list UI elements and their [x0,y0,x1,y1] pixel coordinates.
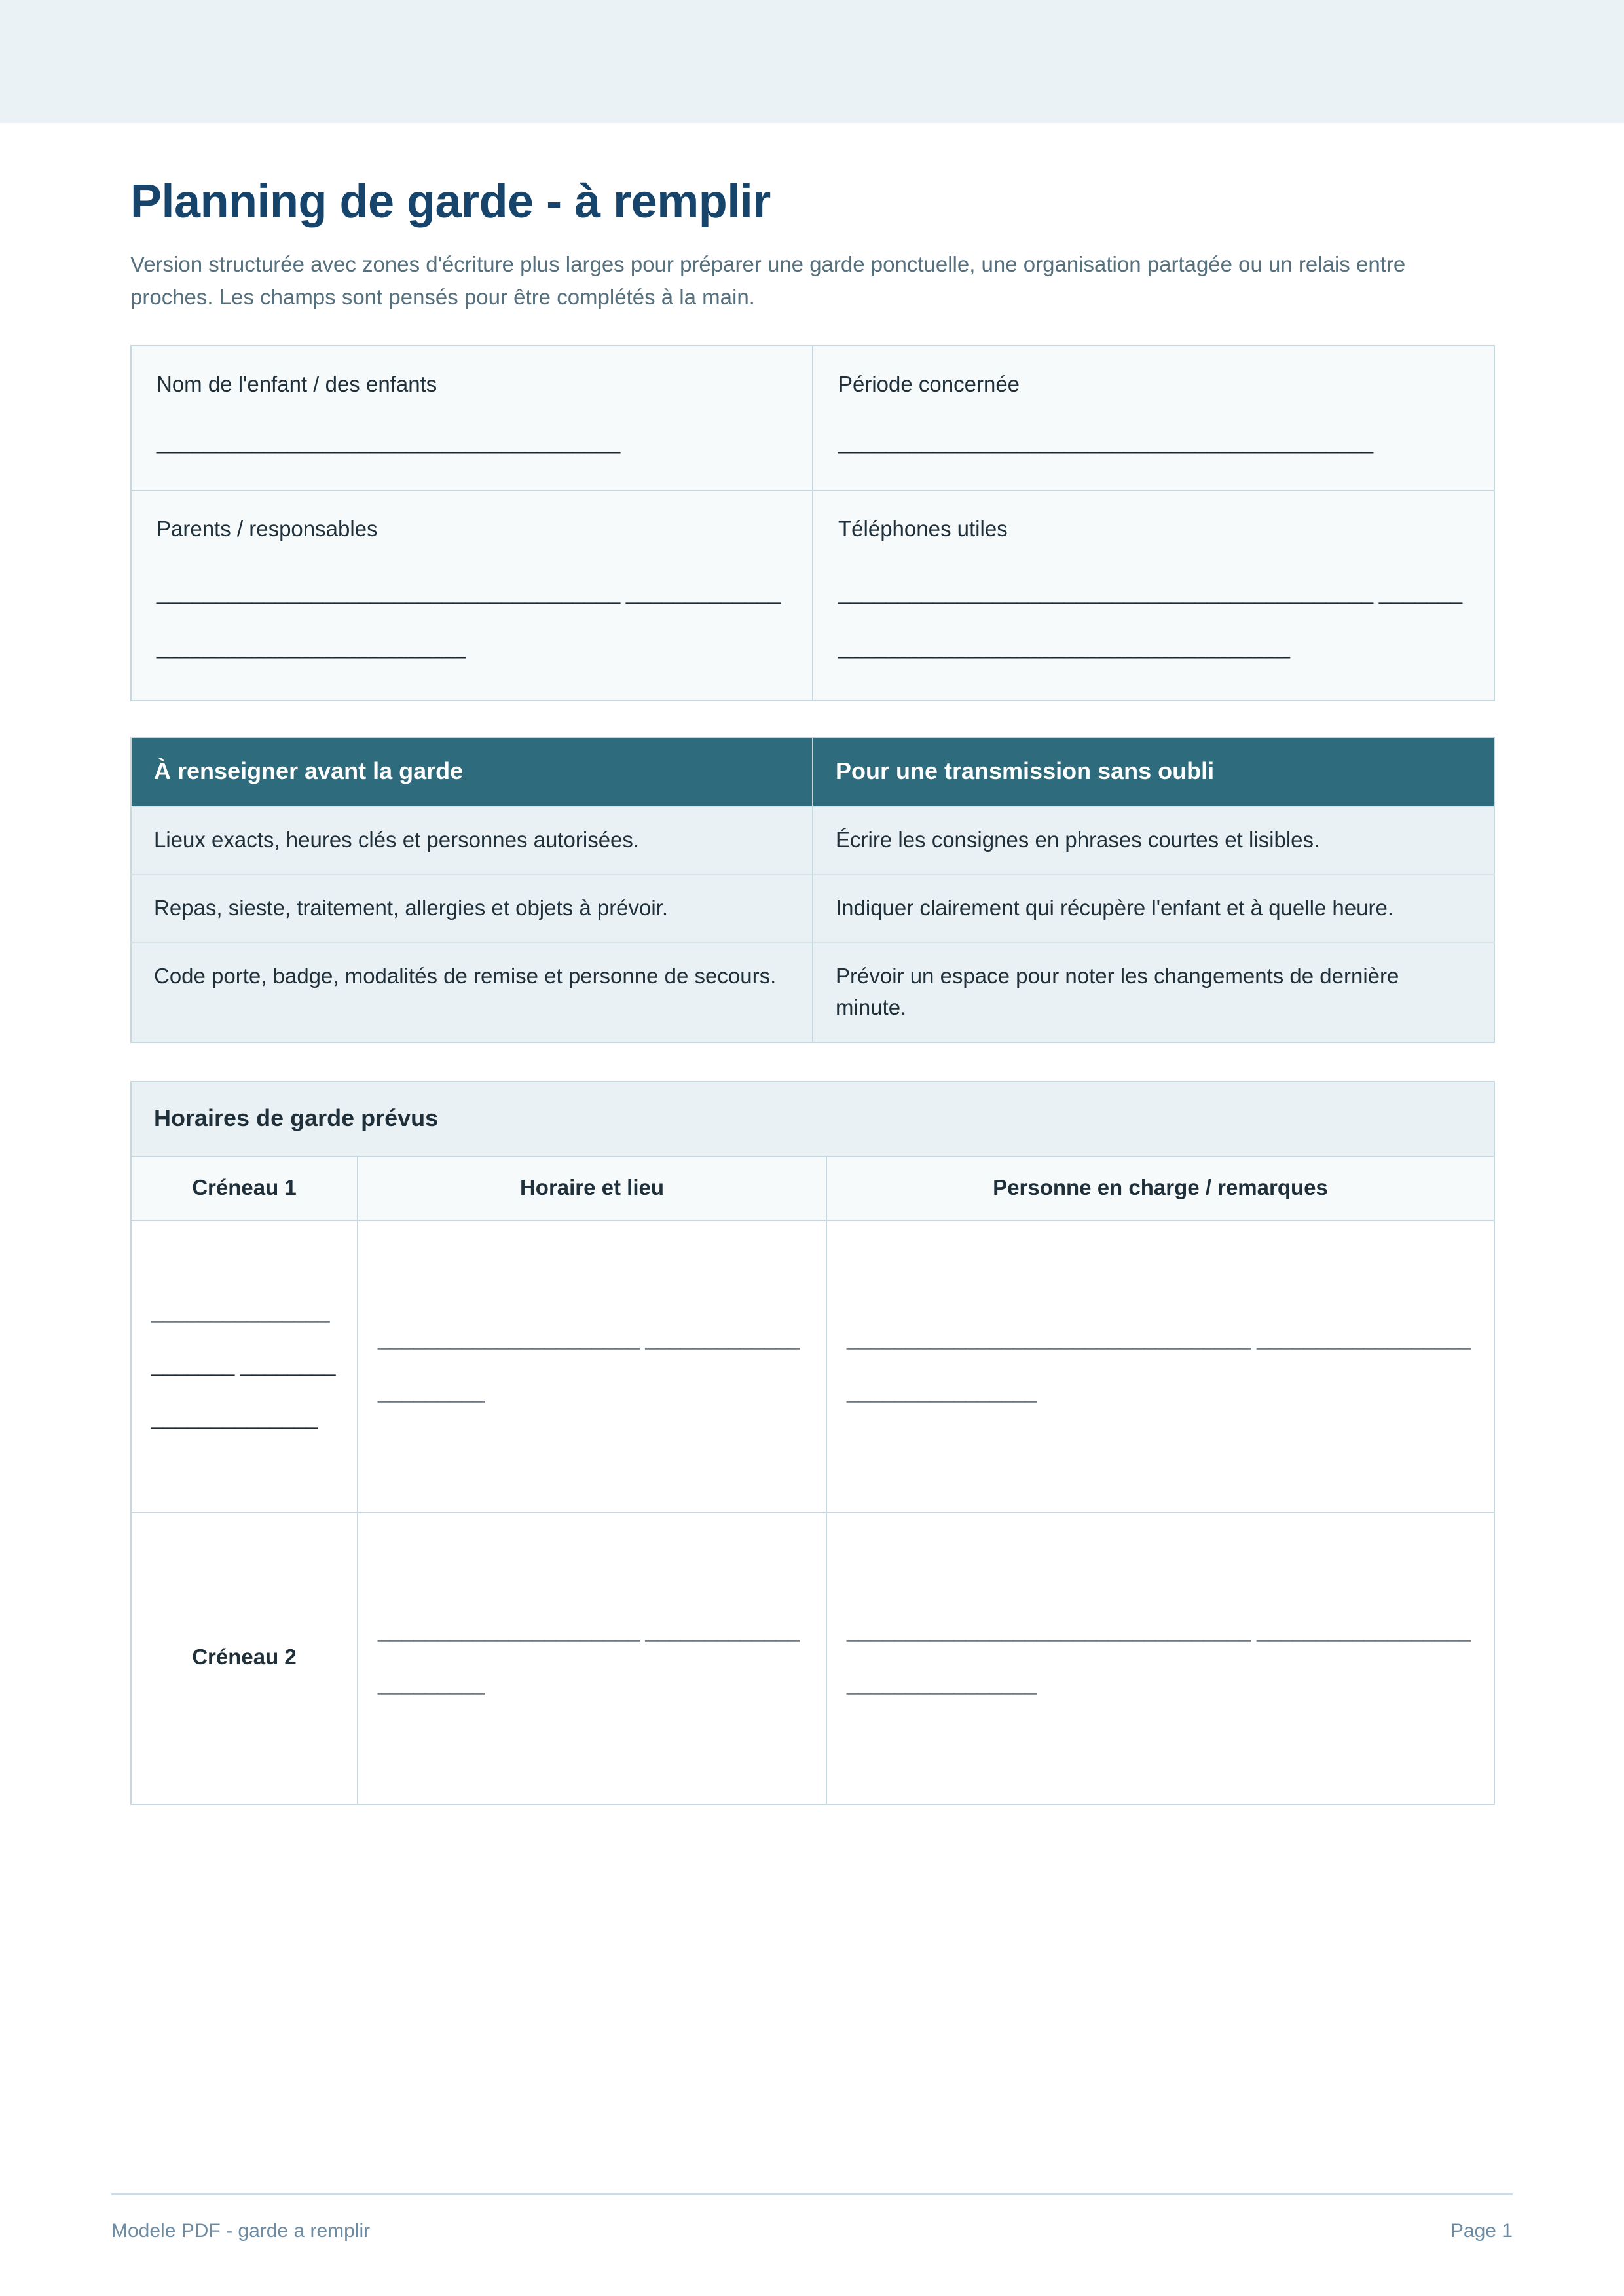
guidance-table [130,737,1495,1042]
column-header-handover: Pour une transmission sans oubli [813,737,1494,807]
page-title: Planning de garde - à remplir [130,175,771,228]
write-in-lines[interactable]: ______________________ ______________________ [378,1325,800,1403]
field-label: Parents / responsables [157,516,378,541]
field-label: Nom de l'enfant / des enfants [157,371,437,396]
write-in-lines[interactable]: ______________________ ______________________ [378,1617,800,1695]
guidance-cell: Prévoir un espace pour noter les changements de dernière minute. [813,943,1494,1042]
column-header-time-place: Horaire et lieu [358,1156,826,1220]
guidance-cell: Indiquer clairement qui récupère l'enfant et à quelle heure. [813,875,1494,943]
slot-name-cell [131,1220,358,1512]
person-lines-cell [826,1512,1494,1804]
write-in-lines[interactable]: _____________________________________________ [838,429,1373,454]
column-header-slot: Créneau 1 [131,1156,358,1220]
column-header-person: Personne en charge / remarques [826,1156,1494,1220]
field-cell-period [813,346,1494,490]
table-header-row [131,737,1494,807]
table-row [131,490,1494,701]
table-row [131,807,1494,875]
footer-document-name: Modele PDF - garde a remplir [111,2220,371,2242]
field-cell-child-name [131,346,813,490]
page-footer [111,2193,1513,2242]
table-row [131,1512,1494,1804]
footer-row [111,2195,1513,2242]
field-label: Téléphones utiles [838,516,1008,541]
guidance-cell: Code porte, badge, modalités de remise et personne de secours. [131,943,813,1042]
write-in-lines[interactable]: _______________________________________ [157,429,620,454]
child-info-table [130,345,1495,701]
write-in-lines[interactable]: _______________________________________ _______________________________________ [157,580,781,659]
schedule-caption-row [131,1082,1494,1156]
table-header-row [131,1156,1494,1220]
schedule-lines-cell [358,1220,826,1512]
table-row [131,875,1494,943]
field-cell-phones [813,490,1494,701]
decorative-top-band [0,0,1624,123]
slot-label: Créneau 2 [192,1644,297,1669]
schedule-table [130,1081,1495,1805]
write-in-lines[interactable]: ______________________ ______________________ [151,1299,336,1430]
guidance-cell: Repas, sieste, traitement, allergies et objets à prévoir. [131,875,813,943]
table-row [131,1220,1494,1512]
write-in-lines[interactable]: __________________________________ __________________________________ [847,1617,1471,1695]
write-in-lines[interactable]: _____________________________________________ _____________________________________________ [838,580,1462,659]
schedule-section-title: Horaires de garde prévus [131,1082,1494,1156]
field-label: Période concernée [838,371,1020,396]
field-cell-parents [131,490,813,701]
person-lines-cell [826,1220,1494,1512]
column-header-before-care: À renseigner avant la garde [131,737,813,807]
table-row [131,943,1494,1042]
document-intro-paragraph: Version structurée avec zones d'écriture plus larges pour préparer une garde ponctuelle, une organisation partagée ou un relais entre proches. Les champs sont pensés pour être complétés à la main. [130,251,1406,309]
schedule-lines-cell [358,1512,826,1804]
guidance-cell: Lieux exacts, heures clés et personnes autorisées. [131,807,813,875]
table-row [131,346,1494,490]
write-in-lines[interactable]: __________________________________ __________________________________ [847,1325,1471,1403]
document-content [130,123,1494,1805]
slot-name-cell [131,1512,358,1804]
footer-page-number: Page 1 [1450,2220,1513,2242]
guidance-cell: Écrire les consignes en phrases courtes et lisibles. [813,807,1494,875]
